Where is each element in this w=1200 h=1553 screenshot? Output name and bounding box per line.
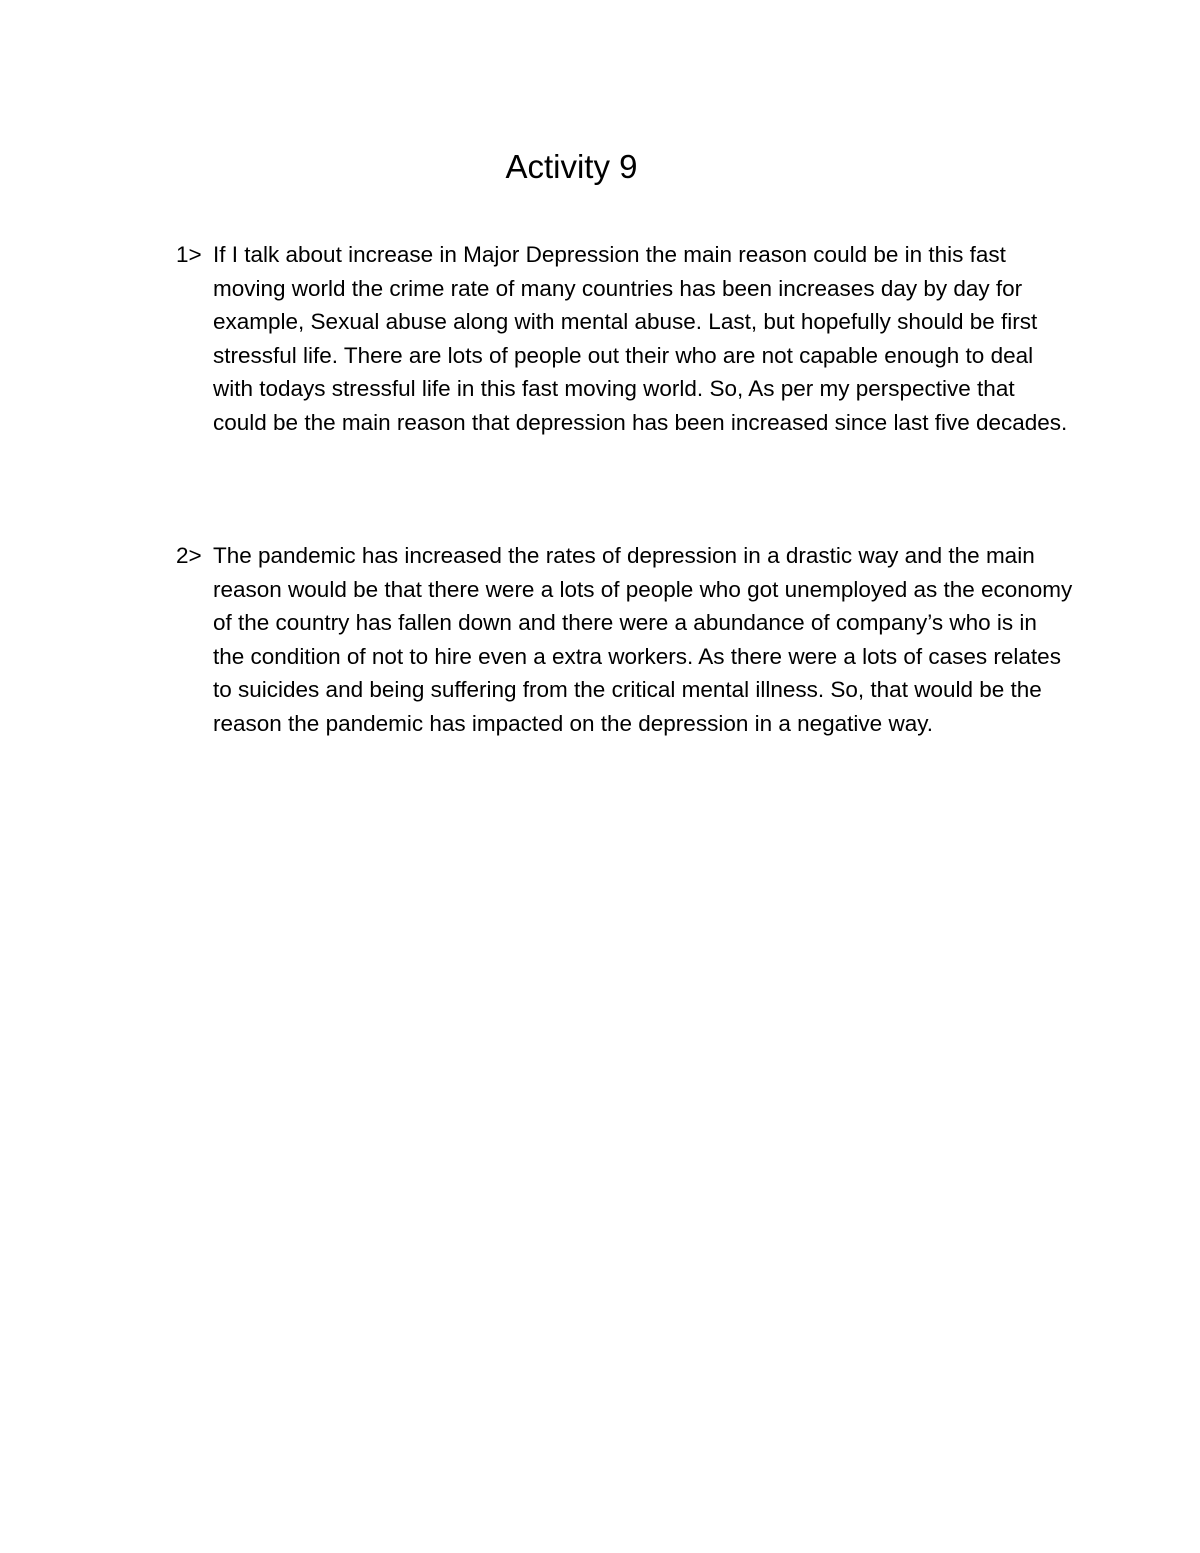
answer-text-2: The pandemic has increased the rates of depression in a drastic way and the main reason would be that there were a lots of people who got unemployed as the economy of the country has fallen down and there were a abundance of company’s who is in the condition of not to hire even a extra workers. As there were a lots of cases relates to suicides and being suffering from the critical mental illness. So, that would be the reason the pandemic has impacted on the depression in a negative way. xyxy=(213,543,1073,736)
answer-item-1 xyxy=(176,238,1076,440)
answer-marker-1: 1> xyxy=(176,242,202,267)
answer-marker-2: 2> xyxy=(176,543,202,568)
page-title: Activity 9 xyxy=(505,148,638,185)
answer-text-1-container xyxy=(213,238,1073,440)
answer-item-2 xyxy=(176,539,1076,741)
answer-text-2-container xyxy=(213,539,1073,741)
answer-text-1: If I talk about increase in Major Depression the main reason could be in this fast moving world the crime rate of many countries has been increases day by day for example, Sexual abuse along with mental abuse. Last, but hopefully should be first stressful life. There are lots of people out their who are not capable enough to deal with todays stressful life in this fast moving world. So, As per my perspective that could be the main reason that depression has been increased since last five decades. xyxy=(213,242,1068,435)
